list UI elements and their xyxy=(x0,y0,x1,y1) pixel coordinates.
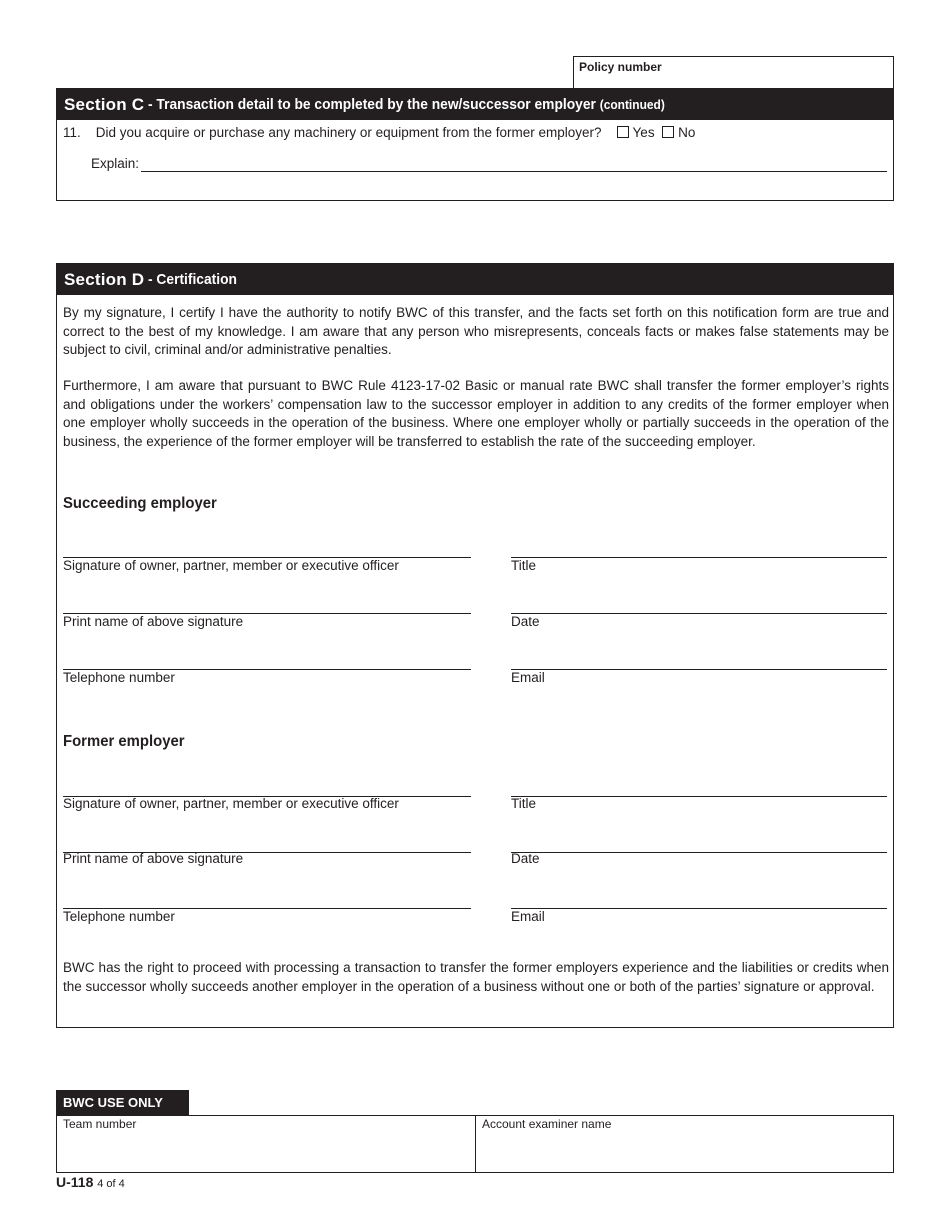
former-print-name-label: Print name of above signature xyxy=(63,851,244,866)
explain-label: Explain: xyxy=(91,156,140,171)
succeeding-title-label: Title xyxy=(511,558,537,573)
section-c-label: Section C xyxy=(64,94,145,114)
succeeding-employer-heading: Succeeding employer xyxy=(63,495,217,512)
succeeding-date-label: Date xyxy=(511,614,540,629)
section-c-title xyxy=(148,96,665,113)
section-d-title: - Certification xyxy=(148,271,238,288)
question-11-text: Did you acquire or purchase any machinery or equipment from the former employer? xyxy=(95,125,602,140)
team-number-label: Team number xyxy=(63,1117,137,1131)
bwc-use-only-tab: BWC USE ONLY xyxy=(56,1090,189,1116)
explain-input-line[interactable] xyxy=(141,171,887,172)
yes-checkbox[interactable] xyxy=(617,126,629,138)
former-email-label: Email xyxy=(511,909,545,924)
succeeding-telephone-label: Telephone number xyxy=(63,670,175,685)
no-checkbox[interactable] xyxy=(662,126,674,138)
succeeding-date-line[interactable] xyxy=(511,613,887,614)
account-examiner-label: Account examiner name xyxy=(482,1117,612,1131)
form-id: U-118 xyxy=(56,1174,94,1190)
section-c-header xyxy=(57,89,893,120)
former-telephone-label: Telephone number xyxy=(63,909,175,924)
succeeding-signature-label: Signature of owner, partner, member or executive officer xyxy=(63,558,399,573)
yes-label: Yes xyxy=(632,125,655,140)
succeeding-email-label: Email xyxy=(511,670,545,685)
policy-number-field[interactable] xyxy=(573,56,894,90)
former-employer-heading: Former employer xyxy=(63,733,185,750)
page-indicator: 4 of 4 xyxy=(97,1178,125,1190)
former-title-line[interactable] xyxy=(511,796,887,797)
closing-paragraph: BWC has the right to proceed with processing a transaction to transfer the former employers experience and the liabilities or credits when the successor wholly succeeds another employer in the operation of a business without one or both of the parties’ signature or approval. xyxy=(63,960,889,994)
section-c-title-text: - Transaction detail to be completed by the new/successor employer xyxy=(148,96,597,113)
section-d-header xyxy=(57,264,893,295)
section-c xyxy=(56,88,894,201)
succeeding-print-name-label: Print name of above signature xyxy=(63,614,244,629)
section-c-continued: (continued) xyxy=(599,97,666,112)
former-title-label: Title xyxy=(511,796,537,811)
form-footer xyxy=(56,1174,125,1190)
section-d-label: Section D xyxy=(64,269,145,289)
question-11-number: 11. xyxy=(63,125,81,140)
former-email-line[interactable] xyxy=(511,908,887,909)
succeeding-email-line[interactable] xyxy=(511,669,887,670)
former-signature-label: Signature of owner, partner, member or executive officer xyxy=(63,796,399,811)
no-label: No xyxy=(678,125,696,140)
former-date-label: Date xyxy=(511,851,540,866)
certification-paragraph-2: Furthermore, I am aware that pursuant to BWC Rule 4123-17-02 Basic or manual rate BWC shall transfer the former employer’s rights and obligations under the workers’ compensation law to the successor employer in addition to any credits of the former employer when one employer wholly succeeds in the operation of the business. Where one employer wholly or partially succeeds in the operation of the business, the experience of the former employer will be transferred to establish the rate of the succeeding employer. xyxy=(63,378,889,449)
policy-number-label: Policy number xyxy=(579,60,662,74)
section-d xyxy=(56,263,894,1028)
question-11 xyxy=(63,125,695,140)
succeeding-title-line[interactable] xyxy=(511,557,887,558)
bwc-use-only-box xyxy=(56,1115,894,1173)
former-date-line[interactable] xyxy=(511,852,887,853)
certification-paragraph-1: By my signature, I certify I have the authority to notify BWC of this transfer, and the facts set forth on this notification form are true and correct to the best of my knowledge. I am aware that any person who misrepresents, conceals facts or makes false statements may be subject to civil, criminal and/or administrative penalties. xyxy=(63,305,889,357)
bwc-divider xyxy=(475,1116,476,1172)
